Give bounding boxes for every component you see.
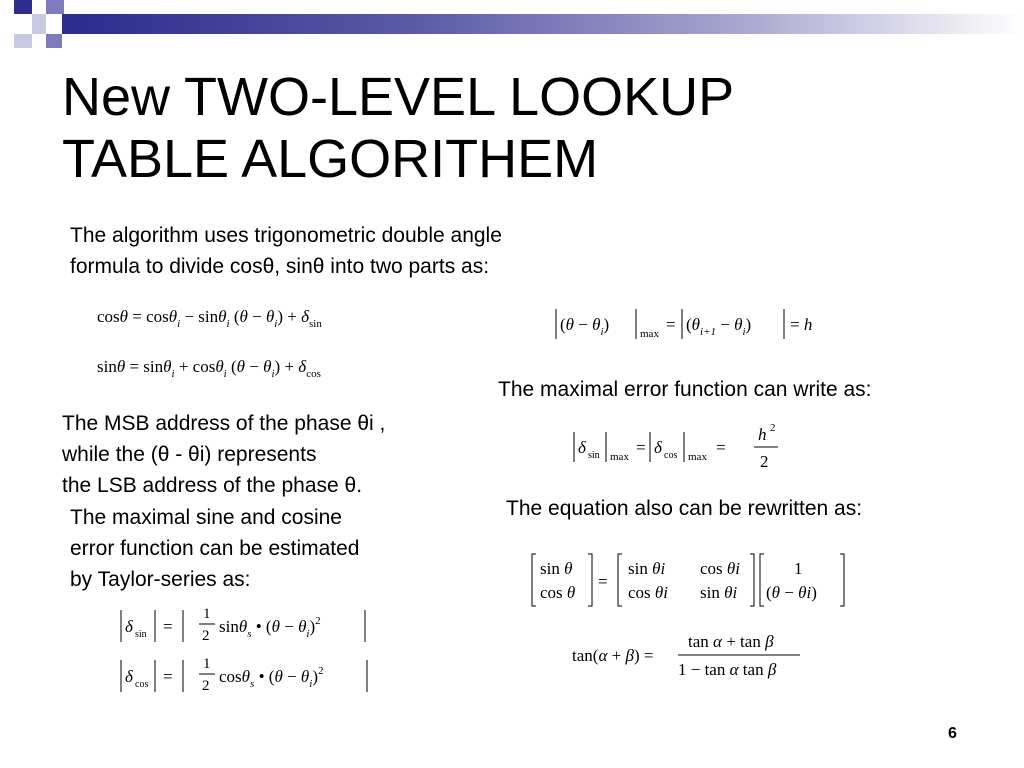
msb-line-1: The MSB address of the phase θi , <box>62 412 386 435</box>
svg-text:tan α + tan β: tan α + tan β <box>688 632 774 651</box>
title-line-2: TABLE ALGORITHEM <box>62 129 599 189</box>
decor-square-6 <box>46 34 62 48</box>
intro-text <box>70 220 502 282</box>
page-number: 6 <box>948 725 957 742</box>
svg-text:sinθ = sinθi + cosθi (θ − θi): sinθ = sinθ$_i$ + cosθ$_i$ $(\theta - \theta_i) + \delta_{cos}$ <box>97 357 321 380</box>
taylor-line-1: The maximal sine and cosine <box>70 506 342 529</box>
svg-text:sin θ: sin θ <box>540 559 573 578</box>
svg-text:1: 1 <box>203 656 211 672</box>
svg-text:=: = <box>636 438 646 457</box>
taylor-description <box>70 502 360 595</box>
max-error-text: The maximal error function can write as: <box>498 378 872 401</box>
svg-text:cos: cos <box>135 679 149 690</box>
svg-text:=: = <box>163 667 173 686</box>
svg-text:(θ − θi): $(\theta - \theta_i)$ <box>560 315 610 338</box>
svg-text:δ: δ <box>654 438 662 457</box>
svg-text:cosθs • (θ − θi)2: cosθ$_s$ • $(\theta - \theta_i)^2$ <box>219 665 324 690</box>
taylor-line-2: error function can be estimated <box>70 537 360 560</box>
decor-square-3 <box>32 14 46 34</box>
svg-text:1 − tan α tan β: 1 − tan α tan β <box>678 660 777 679</box>
svg-text:2: 2 <box>202 628 210 644</box>
decor-square-1 <box>14 0 32 14</box>
svg-text:=: = <box>163 617 173 636</box>
svg-text:δ: δ <box>125 617 133 636</box>
svg-text:cos: cos <box>664 450 678 461</box>
svg-text:1: 1 <box>203 606 211 622</box>
matrix-equation <box>528 550 858 610</box>
svg-text:=: = <box>716 438 726 457</box>
intro-line-2: formula to divide cosθ, sinθ into two parts as: <box>70 255 490 278</box>
svg-text:δ: δ <box>578 438 586 457</box>
svg-text:= h: = h <box>790 315 813 334</box>
decor-square-2 <box>46 0 64 14</box>
tan-sum-identity <box>570 625 810 685</box>
svg-text:sin: sin <box>135 629 147 640</box>
msb-line-2: while the (θ - θi) represents <box>62 443 317 466</box>
svg-text:sin: sin <box>588 450 600 461</box>
title-line-1: New TWO-LEVEL LOOKUP <box>62 67 735 127</box>
svg-text:cosθ = cosθi − sinθi (θ − θi): cosθ = cosθ$_i$ − sinθ$_i$ $(\theta - \theta_i) + \delta_{sin}$ <box>97 307 322 330</box>
svg-text:=: = <box>598 572 608 591</box>
svg-text:2: 2 <box>202 678 210 694</box>
header-band <box>88 14 1024 34</box>
decor-square-5 <box>14 34 32 48</box>
rewrite-text: The equation also can be rewritten as: <box>506 497 863 520</box>
double-angle-equations <box>95 300 395 385</box>
svg-text:cos θi: cos θi <box>700 559 740 578</box>
svg-text:=: = <box>666 315 676 334</box>
msb-line-3: the LSB address of the phase θ. <box>62 474 363 497</box>
svg-text:h: h <box>758 425 767 444</box>
decor-square-4 <box>62 14 88 34</box>
svg-text:sin θi: sin θi <box>628 559 666 578</box>
svg-text:(θ − θi): (θ − θi) <box>766 583 817 602</box>
page-title <box>62 66 962 190</box>
svg-text:1: 1 <box>794 559 803 578</box>
taylor-equations <box>115 600 385 705</box>
svg-text:sin θi: sin θi <box>700 583 738 602</box>
delta-max-equation <box>570 420 790 475</box>
svg-text:δ: δ <box>125 667 133 686</box>
svg-text:2: 2 <box>760 452 769 471</box>
max-step-equation <box>552 305 822 345</box>
svg-text:tan(α + β) =: tan(α + β) = <box>572 646 654 665</box>
svg-text:sinθs • (θ − θi)2: sinθ$_s$ • $(\theta - \theta_i)^2$ <box>219 615 321 640</box>
taylor-line-3: by Taylor-series as: <box>70 568 251 591</box>
svg-text:cos θ: cos θ <box>540 583 576 602</box>
svg-text:max: max <box>610 451 629 463</box>
svg-text:max: max <box>688 451 707 463</box>
svg-text:2: 2 <box>770 422 776 434</box>
svg-text:max: max <box>640 328 659 340</box>
svg-text:cos θi: cos θi <box>628 583 668 602</box>
svg-text:(θi+1 − θi): $(\theta_{i+1} - \theta_i)$ <box>686 315 752 338</box>
intro-line-1: The algorithm uses trigonometric double angle <box>70 224 502 247</box>
msb-description <box>62 408 385 501</box>
